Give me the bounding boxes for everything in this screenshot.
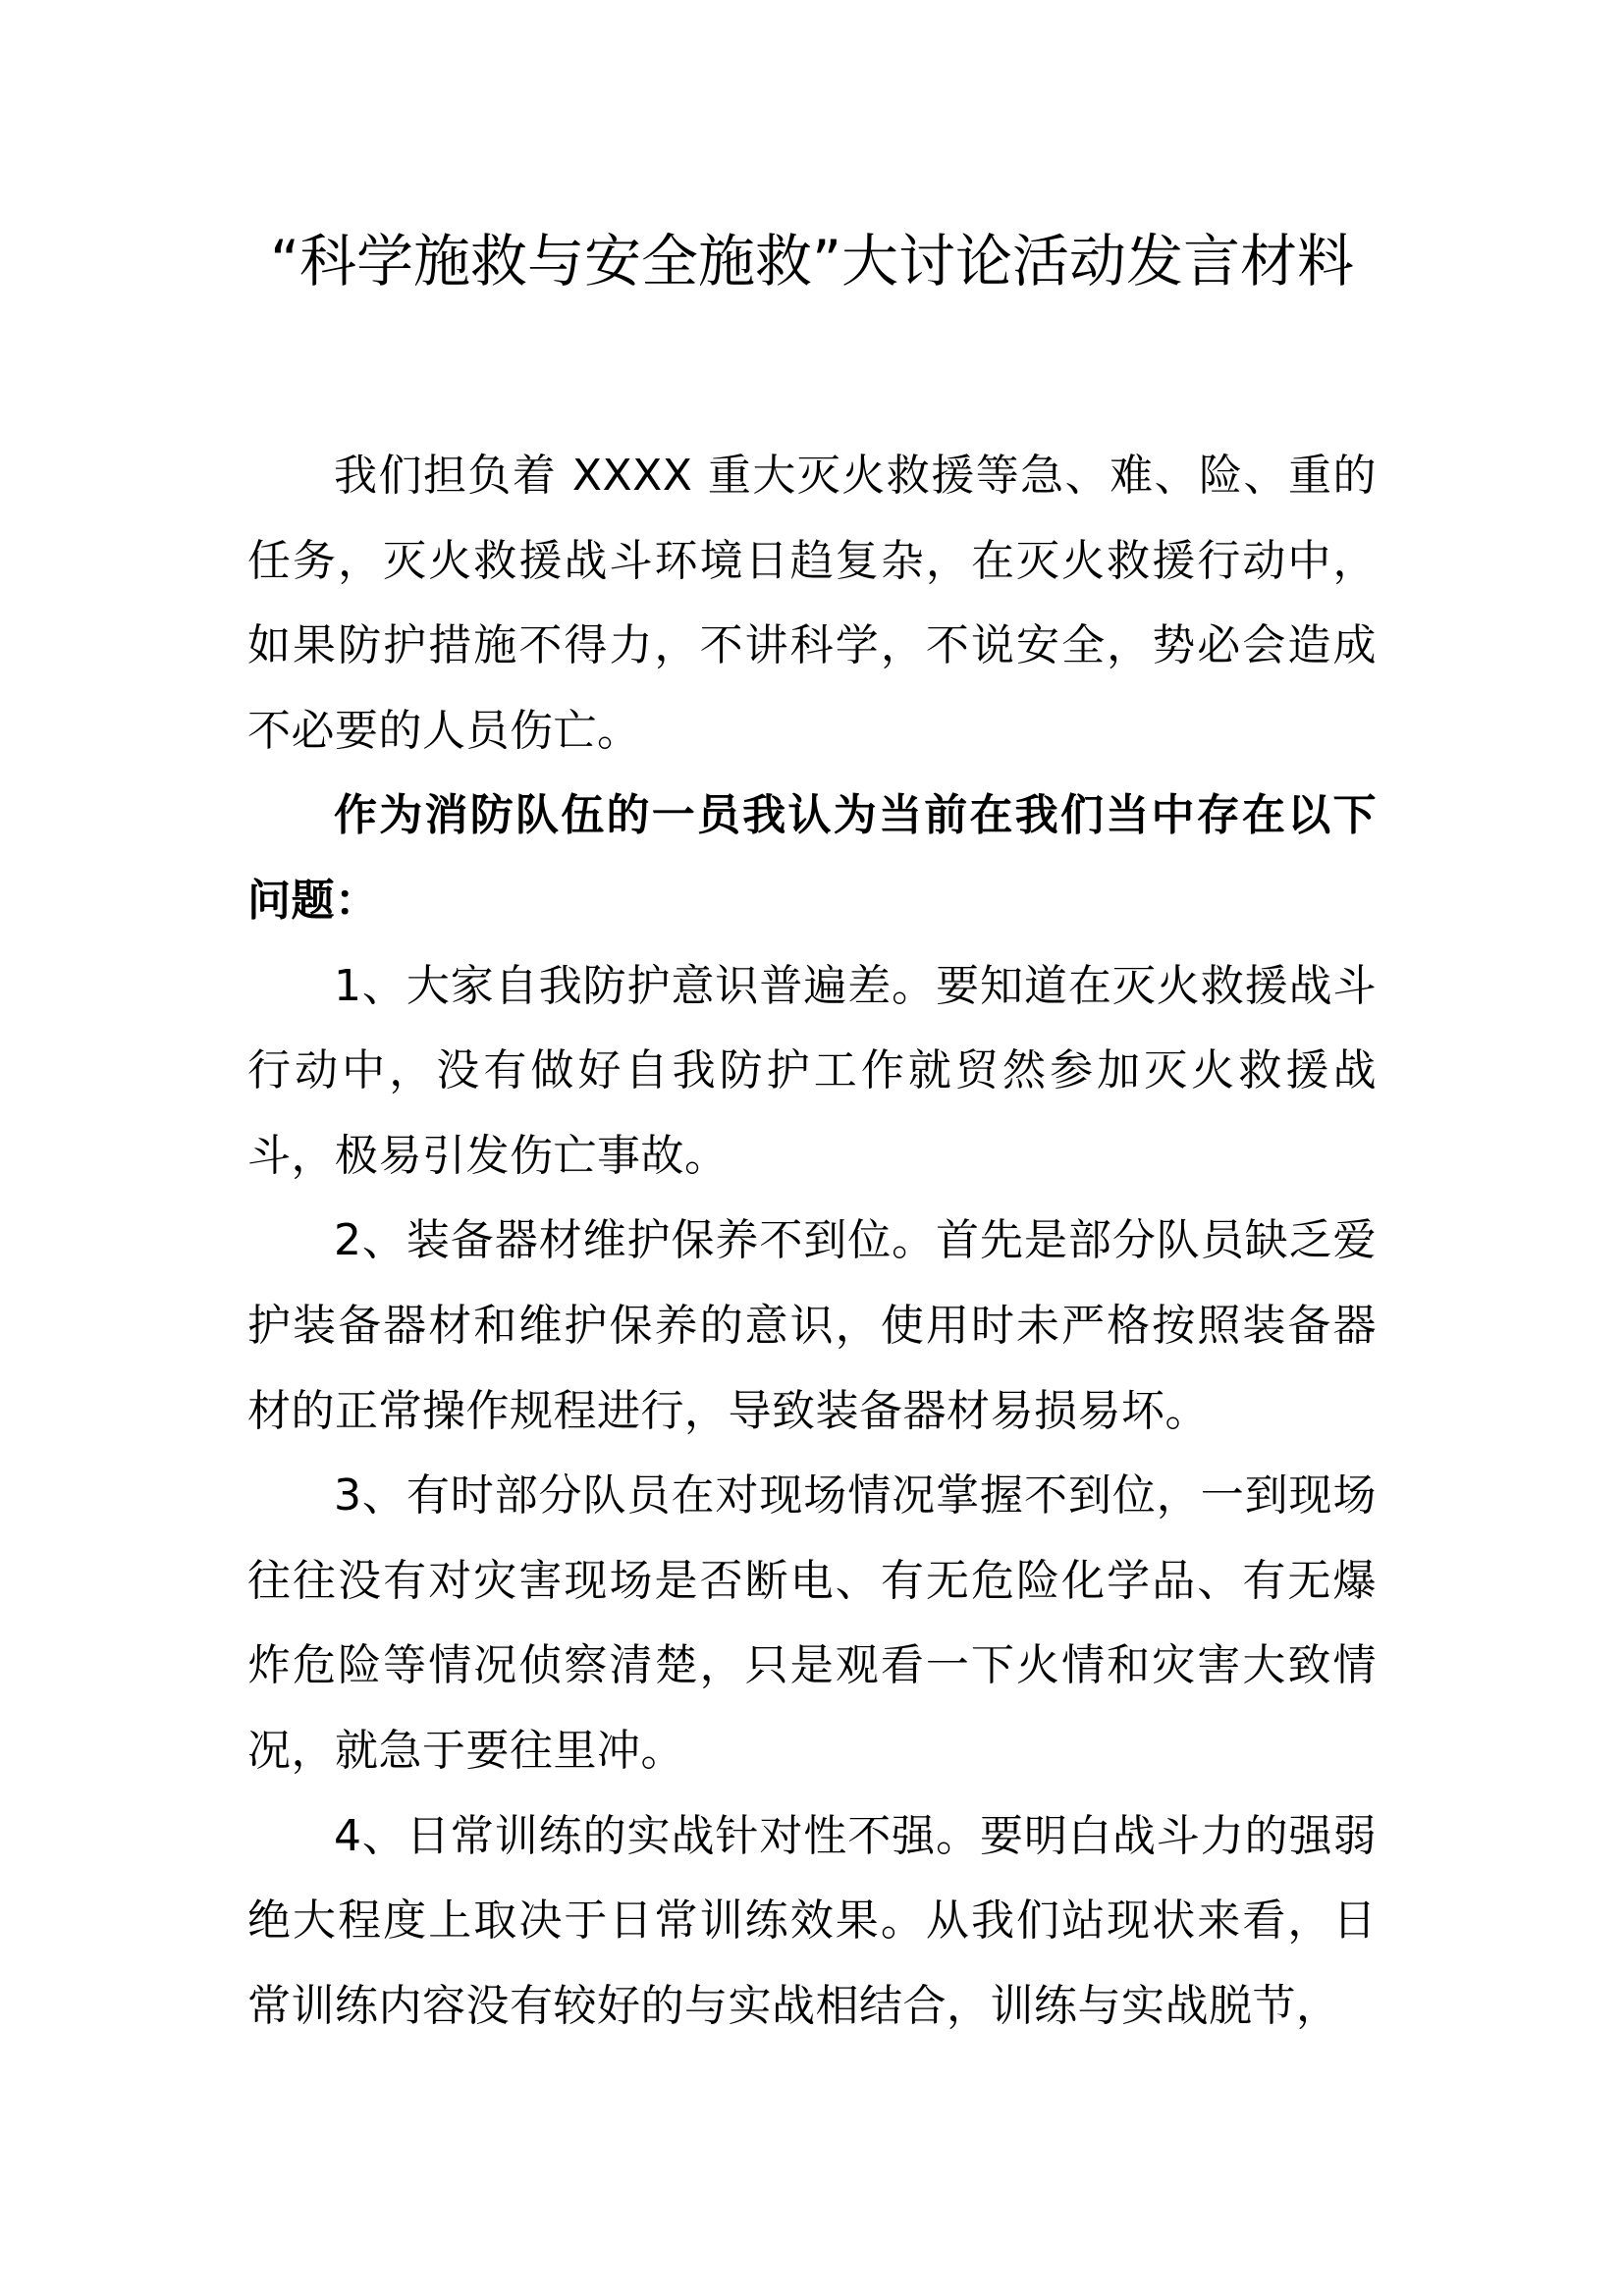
problem-item-1: 1、大家自我防护意识普遍差。要知道在灭火救援战斗行动中，没有做好自我防护工作就贸然参加灭火救援战斗，极易引发伤亡事故。 (247, 960, 1377, 1181)
problem-item-2: 2、装备器材维护保养不到位。首先是部分队员缺乏爱护装备器材和维护保养的意识，使用时未严格按照装备器材的正常操作规程进行，导致装备器材易损易坏。 (247, 1215, 1377, 1436)
problem-item-3: 3、有时部分队员在对现场情况掌握不到位，一到现场往往没有对灾害现场是否断电、有无危险化学品、有无爆炸危险等情况侦察清楚，只是观看一下火情和灾害大致情况，就急于要往里冲。 (247, 1470, 1377, 1776)
problem-item-4: 4、日常训练的实战针对性不强。要明白战斗力的强弱绝大程度上取决于日常训练效果。从我们站现状来看，日常训练内容没有较好的与实战相结合，训练与实战脱节， (247, 1810, 1377, 2031)
problems-heading-paragraph: 作为消防队伍的一员我认为当前在我们当中存在以下问题： (247, 790, 1377, 926)
document-body (247, 434, 1377, 2049)
document-title: “科学施救与安全施救”大讨论活动发言材料 (269, 228, 1355, 294)
intro-paragraph: 我们担负着 XXXX 重大灭火救援等急、难、险、重的任务，灭火救援战斗环境日趋复杂，在灭火救援行动中，如果防护措施不得力，不讲科学，不说安全，势必会造成不必要的人员伤亡。 (247, 451, 1377, 756)
